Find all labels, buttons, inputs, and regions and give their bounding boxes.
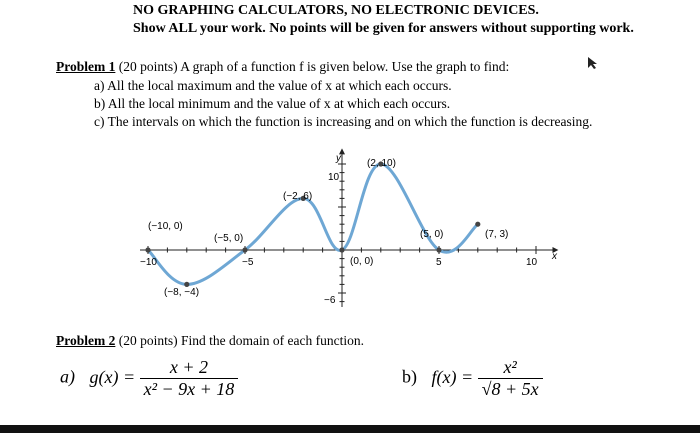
- problem-2a-equation: [60, 357, 238, 400]
- point-label-2-10: (2, 10): [367, 158, 396, 169]
- point-label-neg8-neg4: (−8, −4): [164, 287, 200, 298]
- function-graph: [140, 147, 560, 307]
- graph-point: [475, 222, 480, 227]
- point-label-0-0: (0, 0): [350, 256, 374, 267]
- problem-2-intro: [56, 333, 364, 349]
- x-tick-label-10: 10: [526, 257, 538, 268]
- problem-2b-equation: [402, 357, 543, 400]
- cursor-arrow-icon: [587, 56, 599, 70]
- problem-2a-label: a): [60, 366, 75, 387]
- problem-1-intro-text: (20 points) A graph of a function f is given below. Use the graph to find:: [115, 59, 510, 74]
- function-graph-svg: [140, 147, 560, 307]
- graph-point: [145, 247, 150, 252]
- problem-2b-label: b): [402, 366, 417, 387]
- point-label-neg10-0: (−10, 0): [148, 221, 183, 232]
- problem-2a-lhs: g(x) =: [89, 366, 136, 387]
- y-tick-label-10: 10: [328, 172, 340, 183]
- problem-1-item-b: b) All the local minimum and the value of x at which each occurs.: [94, 96, 451, 111]
- header-line-2: Show ALL your work. No points will be given for answers without supporting work.: [133, 21, 634, 36]
- problem-1-item-a: a) All the local maximum and the value of x at which each occurs.: [94, 78, 452, 93]
- point-label-neg2-6: (−2, 6): [283, 191, 313, 202]
- problem-1-item-c: c) The intervals on which the function is increasing and on which the function is decreasing.: [94, 114, 593, 129]
- point-label-neg5-0: (−5, 0): [214, 233, 244, 244]
- x-axis-label: x: [552, 251, 557, 262]
- page-bottom-edge: [0, 425, 700, 433]
- x-tick-label-neg10: −10: [140, 257, 157, 268]
- problem-1-intro: [56, 59, 509, 75]
- problem-1-title: Problem 1: [56, 59, 116, 74]
- problem-2a-denominator: x² − 9x + 18: [140, 378, 239, 400]
- problem-2b-fraction: [478, 357, 543, 400]
- y-axis-label: y: [336, 153, 341, 164]
- problem-2a-fraction: [140, 357, 239, 400]
- problem-2-intro-text: (20 points) Find the domain of each function.: [115, 333, 364, 348]
- point-label-7-3: (7, 3): [485, 229, 509, 240]
- y-tick-label-neg6: −6: [324, 295, 336, 306]
- header-line-1: NO GRAPHING CALCULATORS, NO ELECTRONIC DEVICES.: [133, 3, 539, 18]
- problem-2a-numerator: x + 2: [169, 357, 209, 377]
- problem-2-title: Problem 2: [56, 333, 116, 348]
- problem-2b-lhs: f(x) =: [431, 366, 474, 387]
- x-tick-label-5: 5: [436, 257, 442, 268]
- graph-point: [436, 247, 441, 252]
- problem-2b-denominator: √8 + 5x: [478, 378, 543, 400]
- graph-point: [339, 247, 344, 252]
- x-tick-label-neg5: −5: [242, 257, 254, 268]
- function-curve: [148, 164, 478, 284]
- graph-point: [242, 247, 247, 252]
- problem-2b-numerator: x²: [503, 357, 517, 377]
- point-label-5-0: (5, 0): [420, 229, 444, 240]
